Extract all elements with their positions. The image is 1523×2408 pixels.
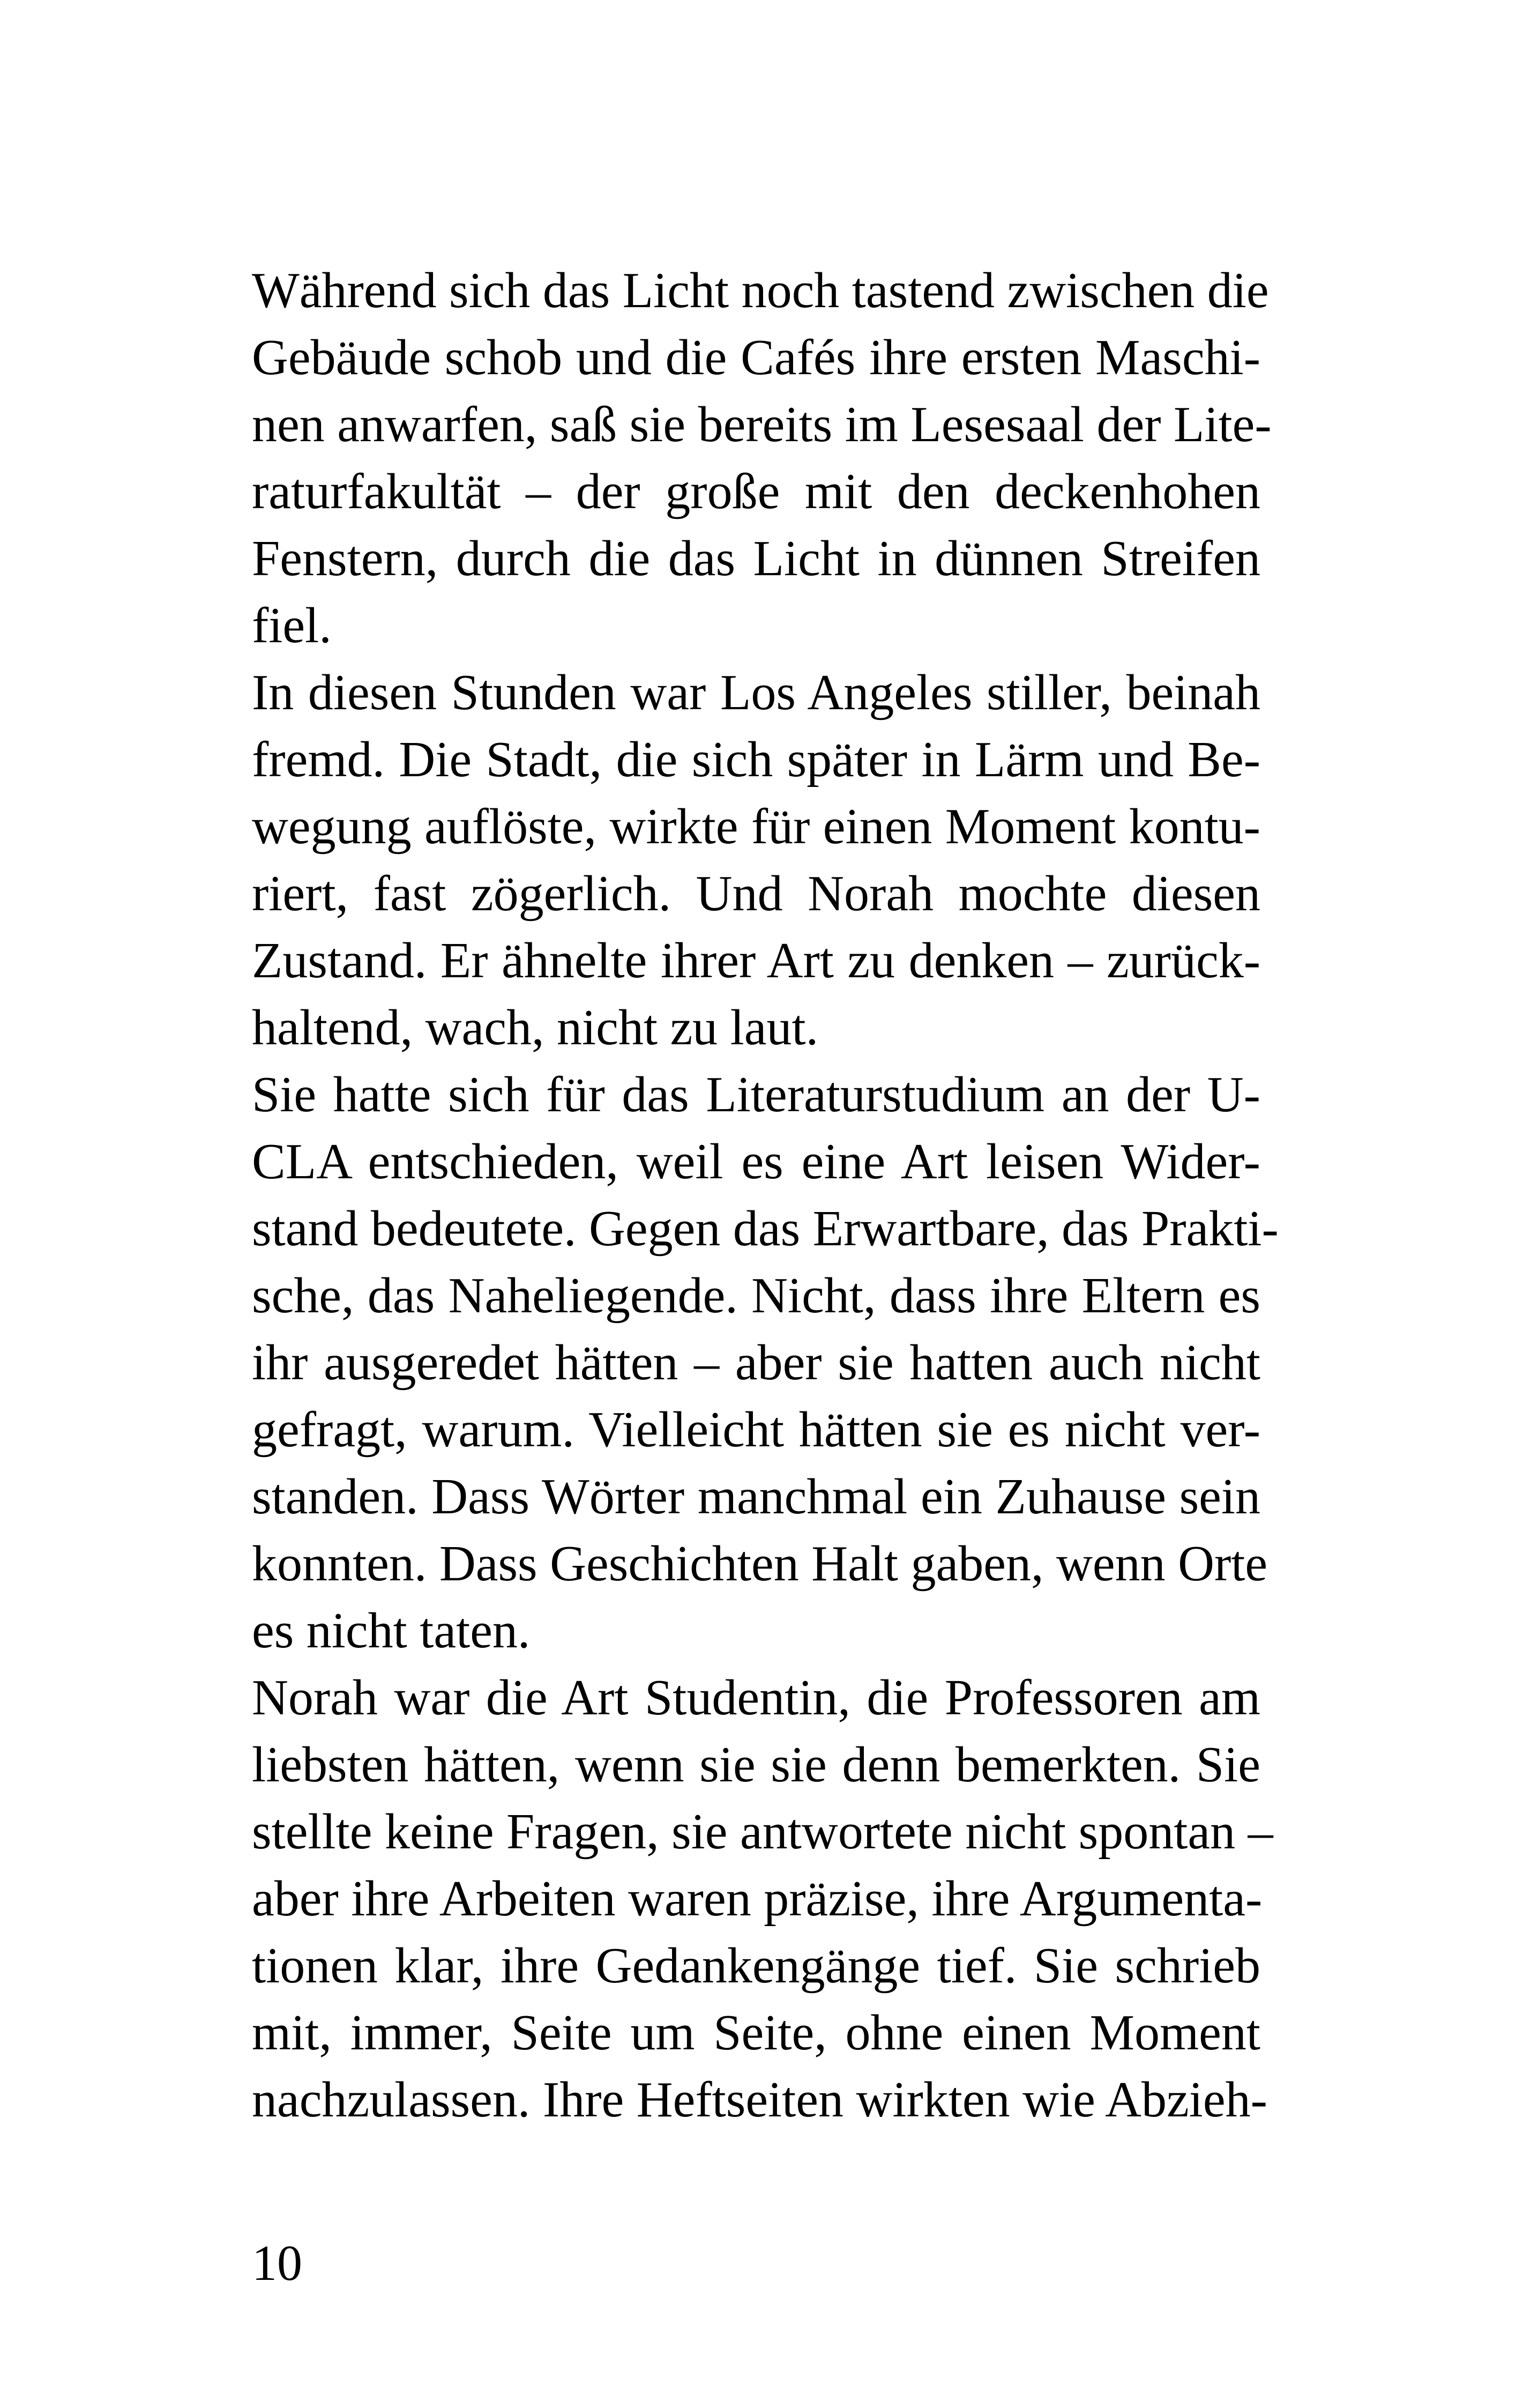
text-line: riert, fast zögerlich. Und Norah mochte diesen [252,866,1260,921]
text-line: nen anwarfen, saß sie bereits im Lesesaal der Lite- [252,397,1272,452]
text-line: aber ihre Arbeiten waren präzise, ihre Argumenta- [252,1871,1263,1927]
text-line: liebsten hätten, wenn sie sie denn bemerkten. Sie [252,1737,1260,1793]
text-line: CLA entschieden, weil es eine Art leisen Wider- [252,1134,1260,1190]
text-line: standen. Dass Wörter manchmal ein Zuhause sein [252,1469,1260,1525]
text-line-paragraph-end: haltend, wach, nicht zu laut. [252,1000,819,1056]
text-line: Norah war die Art Studentin, die Professoren am [252,1670,1260,1726]
text-line: stand bedeutete. Gegen das Erwartbare, das Prakti- [252,1201,1279,1257]
text-line: mit, immer, Seite um Seite, ohne einen Moment [252,2005,1260,2061]
text-line: stellte keine Fragen, sie antwortete nicht spontan – [252,1804,1273,1860]
text-line: nachzulassen. Ihre Heftseiten wirkten wie Abzieh- [252,2072,1267,2128]
text-line: fremd. Die Stadt, die sich später in Lärm und Be- [252,732,1260,787]
text-line: tionen klar, ihre Gedankengänge tief. Sie schrieb [252,1938,1260,1994]
text-line: ihr ausgeredet hätten – aber sie hatten auch nicht [252,1335,1260,1391]
text-line: Gebäude schob und die Cafés ihre ersten Maschi- [252,330,1260,385]
text-line: Während sich das Licht noch tastend zwischen die [252,263,1269,318]
text-line: konnten. Dass Geschichten Halt gaben, wenn Orte [252,1536,1268,1592]
text-line: sche, das Naheliegende. Nicht, dass ihre Eltern es [252,1268,1260,1324]
body-text [252,257,1279,2134]
text-line: Sie hatte sich für das Literaturstudium an der U- [252,1067,1260,1123]
text-line: gefragt, warum. Vielleicht hätten sie es nicht ver- [252,1402,1260,1458]
text-line-paragraph-end: fiel. [252,598,332,653]
text-line-paragraph-end: es nicht taten. [252,1603,531,1659]
text-line: wegung auflöste, wirkte für einen Moment kontu- [252,799,1260,854]
text-line: raturfakultät – der große mit den deckenhohen [252,464,1260,519]
text-line: In diesen Stunden war Los Angeles stiller, beinah [252,665,1260,720]
page-number: 10 [252,2235,302,2291]
text-line: Zustand. Er ähnelte ihrer Art zu denken – zurück- [252,933,1260,989]
text-line: Fenstern, durch die das Licht in dünnen Streifen [252,531,1260,586]
